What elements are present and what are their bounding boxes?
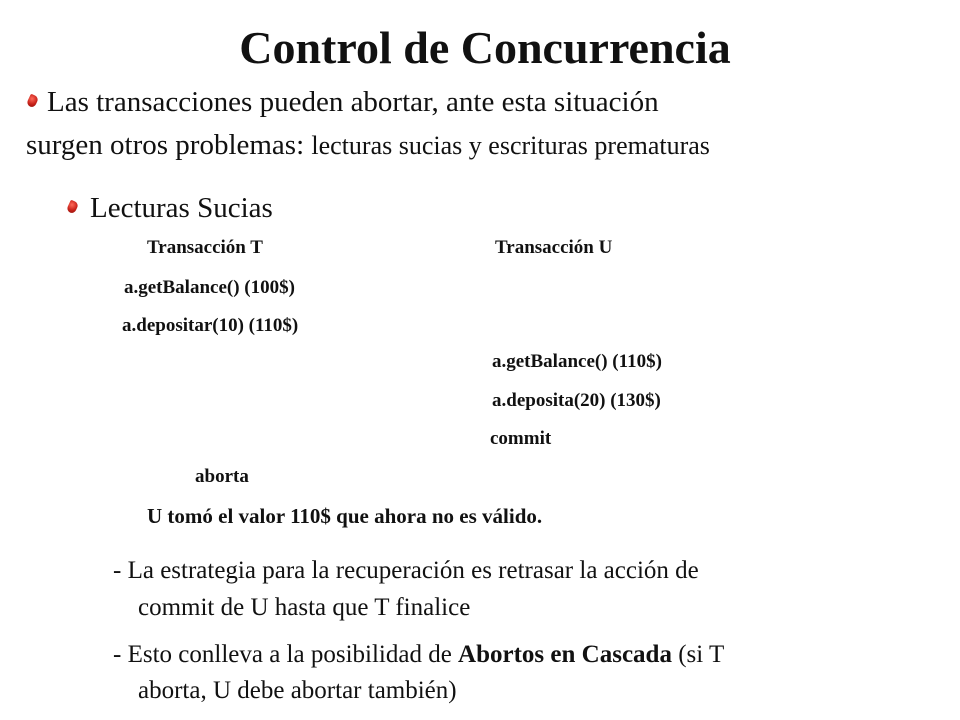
u-step-3: commit: [490, 428, 552, 449]
point-2-line-2: aborta, U debe abortar también): [138, 677, 457, 704]
intro-line-2-highlight: lecturas sucias y escrituras prematuras: [311, 131, 710, 160]
bullet-icon: [26, 94, 39, 109]
t-step-2: a.depositar(10) (110$): [122, 315, 299, 336]
t-step-1: a.getBalance() (100$): [124, 277, 295, 298]
header-transaction-u: Transacción U: [495, 237, 613, 258]
subheading-dirty-reads: Lecturas Sucias: [90, 192, 273, 224]
intro-line-2: [26, 127, 710, 164]
explanation-note: U tomó el valor 110$ que ahora no es válido.: [147, 504, 543, 528]
u-step-2: a.deposita(20) (130$): [492, 390, 661, 411]
point-1-line-2: commit de U hasta que T finalice: [138, 594, 471, 621]
intro-line-1: Las transacciones pueden abortar, ante esta situación: [47, 86, 659, 118]
point-2-prefix: - Esto conlleva a la posibilidad de: [113, 641, 459, 668]
point-2-bold-term: Abortos en Cascada: [458, 641, 672, 668]
intro-line-2-start: surgen otros problemas:: [26, 129, 312, 161]
t-final-step: aborta: [195, 466, 249, 487]
bullet-icon: [66, 200, 79, 215]
point-1-line-1: - La estrategia para la recuperación es retrasar la acción de: [113, 557, 699, 584]
u-step-1: a.getBalance() (110$): [492, 351, 662, 372]
point-2-suffix: (si T: [671, 641, 725, 668]
header-transaction-t: Transacción T: [147, 237, 263, 258]
point-2-line-1: [113, 639, 724, 671]
slide-title: Control de Concurrencia: [239, 22, 731, 73]
